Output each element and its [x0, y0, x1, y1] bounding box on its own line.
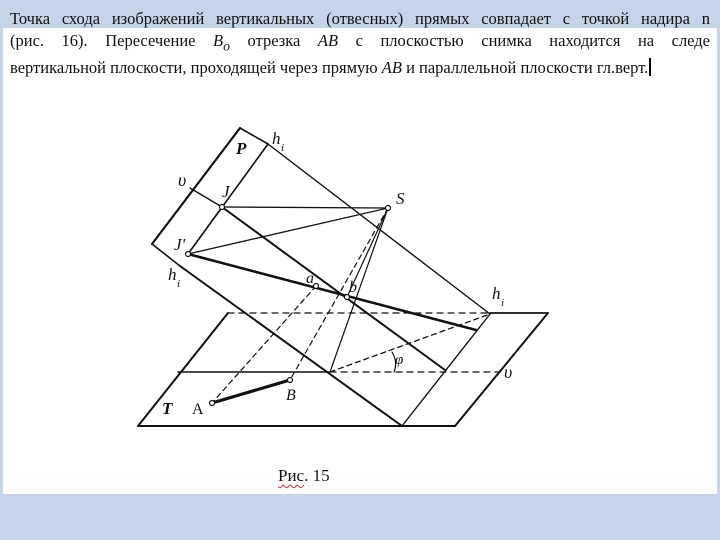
line2-text-a: (рис. 16). Пересечение	[10, 31, 214, 50]
ground-inner-diagonal	[402, 314, 490, 426]
label-v-right: υ	[504, 362, 513, 382]
symbol-B: B	[213, 31, 224, 50]
label-h-left-sub: i	[177, 278, 181, 290]
label-h-right: h	[492, 284, 501, 303]
point-J	[220, 205, 225, 210]
line2-text-f: с плоскостью снимка находится на следе	[338, 31, 711, 50]
label-h-top-sub: i	[281, 142, 285, 154]
line1-text: Точка схода изображений вертикальных (отвесных) прямых совпадает с точкой надира n	[10, 9, 710, 28]
symbol-B-subscript: o	[223, 38, 230, 54]
line-J-S	[222, 207, 388, 208]
label-J-prime: J'	[174, 235, 186, 254]
dashed-a-A	[212, 286, 316, 403]
symbol-AB-2: AB	[381, 58, 402, 78]
line2-text-d: отрезка	[229, 31, 318, 50]
segment-AB	[212, 380, 290, 403]
figure-caption	[278, 466, 330, 486]
label-B: B	[286, 387, 296, 404]
label-T: T	[162, 399, 173, 418]
label-h-left: h	[168, 265, 177, 284]
label-phi: φ	[395, 352, 404, 368]
line-Jprime-S	[188, 208, 388, 254]
point-S	[386, 206, 391, 211]
point-J-prime	[186, 252, 191, 257]
line3-text-a: вертикальной плоскости, проходящей через прямую	[10, 58, 382, 78]
ground-diagonal-dashed	[330, 314, 490, 372]
line-hi-to-ground	[268, 144, 490, 314]
label-S: S	[396, 189, 405, 208]
line-v-top	[190, 188, 222, 207]
label-A: A	[192, 401, 204, 418]
label-h-top: h	[272, 129, 281, 148]
line-Jprime-image	[188, 254, 476, 330]
symbol-AB: AB	[317, 31, 339, 50]
label-h-right-sub: i	[501, 297, 505, 309]
caption-ris: Рис	[278, 466, 305, 485]
line-S-ground	[330, 208, 388, 372]
label-P: P	[236, 139, 247, 158]
line-J-to-ground	[222, 207, 445, 370]
ground-left-edge	[138, 313, 228, 426]
line3-text-c: и параллельной плоскости гл.верт.	[401, 58, 649, 78]
ground-right-edge	[455, 313, 548, 426]
point-B	[288, 378, 293, 383]
label-b: b	[349, 279, 357, 296]
label-v-left: υ	[178, 170, 187, 190]
label-J: J	[222, 182, 230, 201]
point-a	[314, 284, 319, 289]
caption-number: . 15	[304, 466, 330, 485]
point-A	[210, 401, 215, 406]
label-a: a	[306, 270, 314, 287]
dashed-S-B	[290, 208, 388, 380]
